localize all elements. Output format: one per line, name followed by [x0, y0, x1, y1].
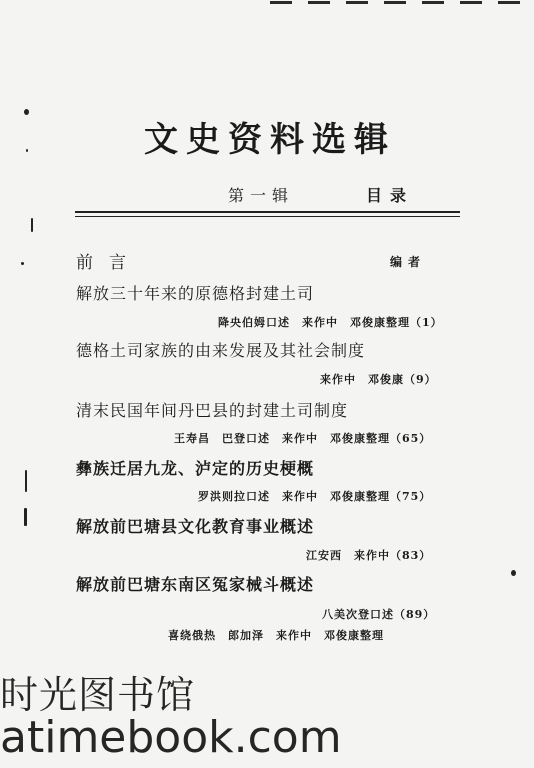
scan-speck [31, 218, 33, 232]
toc-entry-title: 彝族迁居九龙、泸定的历史梗概 [76, 459, 315, 478]
watermark-line2: atimebook.com [0, 712, 342, 763]
toc-entry-title: 解放前巴塘东南区冤家械斗概述 [76, 575, 315, 594]
scan-speck [24, 508, 27, 526]
toc-entry-credit: 王寿昌 巴登口述 来作中 邓俊康整理（65） [174, 432, 432, 445]
toc-entry-title: 解放前巴塘县文化教育事业概述 [76, 517, 315, 536]
toc-entry-credit: 降央伯姆口述 来作中 邓俊康整理（1） [218, 316, 443, 329]
toc-entry-title: 清末民国年间丹巴县的封建土司制度 [76, 401, 349, 420]
toc-entry-credit: 来作中 邓俊康（9） [320, 373, 437, 386]
top-dash-marks [270, 0, 534, 6]
volume-label: 第一辑 [228, 186, 295, 205]
toc-label: 目录 [366, 186, 415, 205]
divider-rule [75, 216, 460, 217]
preface-title: 前言 [76, 253, 142, 273]
preface-author: 编者 [390, 255, 427, 269]
scan-speck [21, 262, 24, 265]
toc-entry-credit: 江安西 来作中（83） [306, 549, 432, 562]
toc-entry-title: 解放三十年来的原德格封建土司 [76, 284, 315, 303]
scan-speck [24, 109, 29, 115]
toc-entry-title: 德格土司家族的由来发展及其社会制度 [76, 341, 366, 360]
page-title: 文史资料选辑 [144, 120, 396, 160]
toc-entry-credit: 罗洪则拉口述 来作中 邓俊康整理（75） [198, 490, 432, 503]
scan-speck [26, 149, 28, 152]
scan-speck [511, 570, 516, 576]
divider-rule [75, 211, 460, 213]
toc-entry-credit: 喜绕俄热 郎加泽 来作中 邓俊康整理 [168, 629, 384, 642]
watermark-line1: 时光图书馆 [0, 673, 196, 717]
scan-speck [25, 470, 27, 492]
toc-entry-credit: 八美次登口述（89） [322, 608, 436, 621]
